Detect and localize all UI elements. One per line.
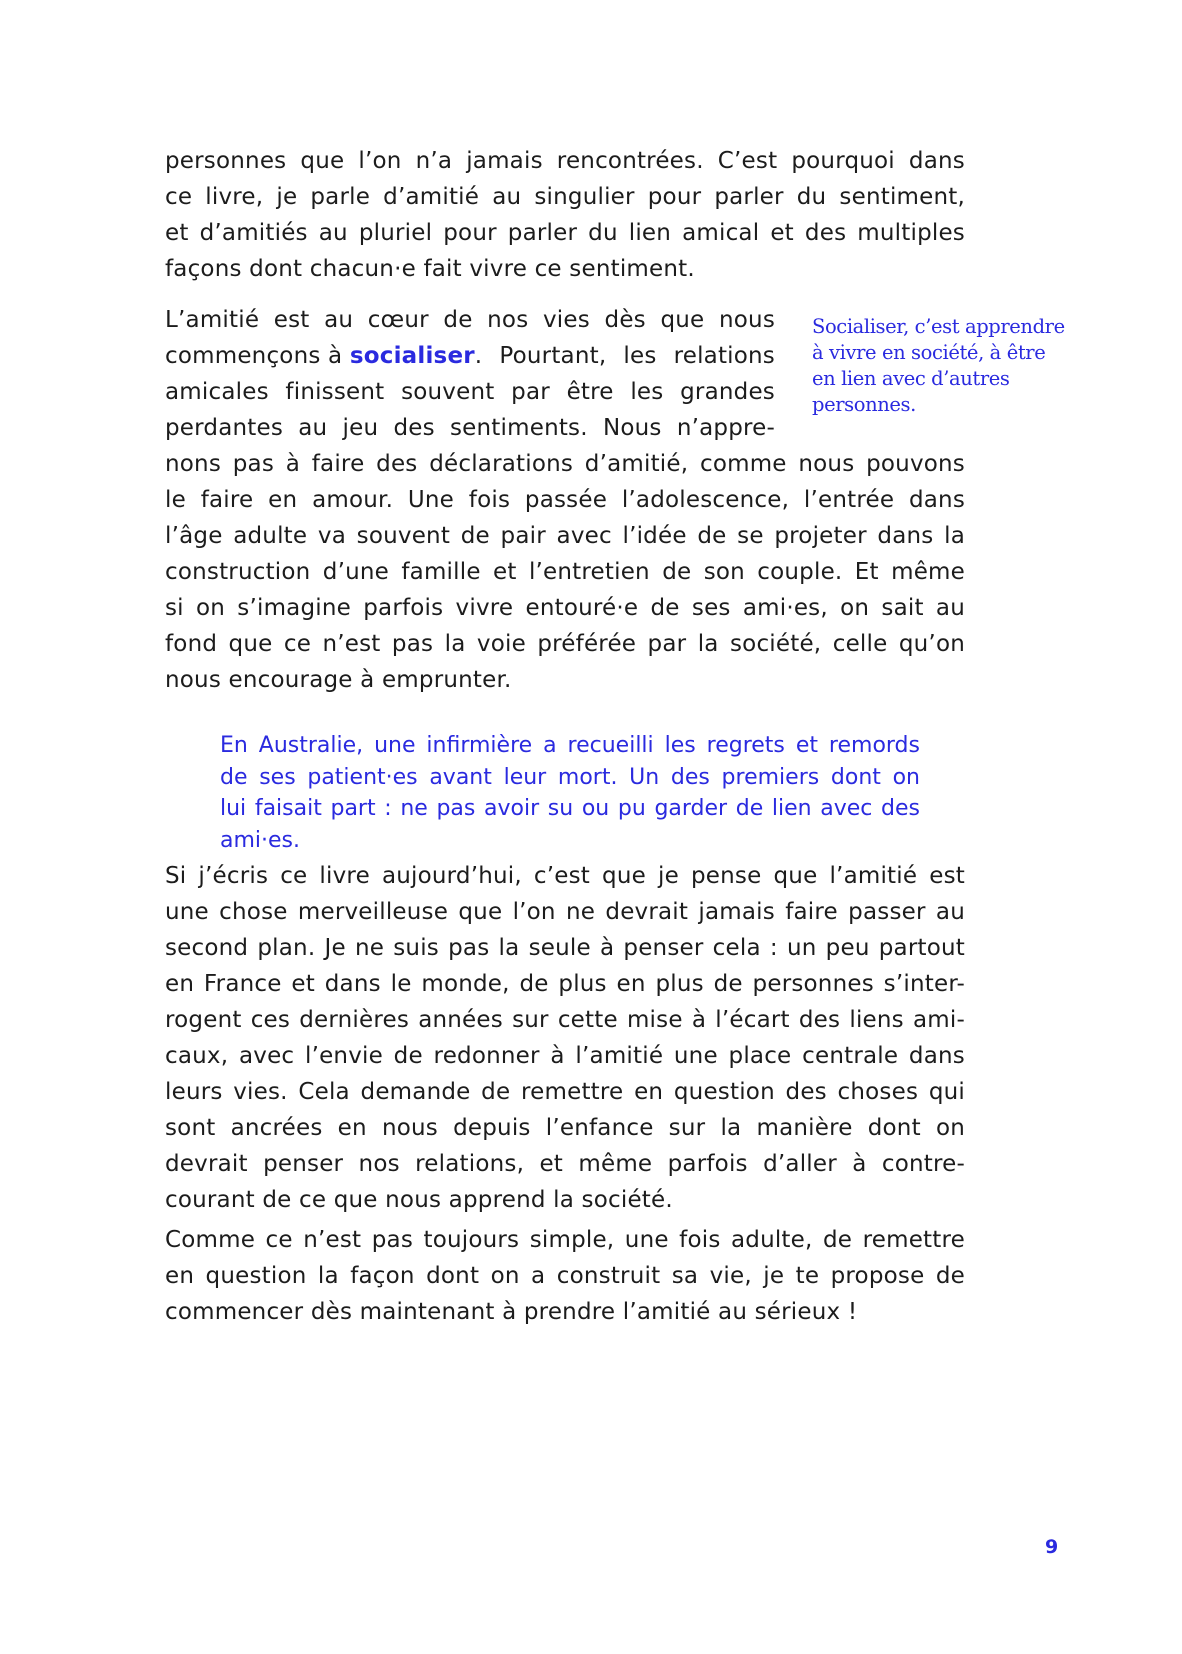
quote-line: lui faisait part : ne pas avoir su ou pu garder de lien avec des [220, 796, 920, 821]
text-line: rogent ces dernières années sur cette mise à l’écart des liens ami- [165, 1007, 965, 1033]
text-line: l’âge adulte va souvent de pair avec l’idée de se projeter dans la [165, 523, 965, 549]
text-line: perdantes au jeu des sentiments. Nous n’appre- [165, 415, 775, 441]
paragraph-conclusion [165, 1222, 965, 1330]
text-line: personnes que l’on n’a jamais rencontrées. C’est pourquoi dans [165, 148, 965, 174]
text-line: nons pas à faire des déclarations d’amitié, comme nous pouvons [165, 451, 965, 477]
text-line: ce livre, je parle d’amitié au singulier pour parler du sentiment, [165, 184, 965, 210]
text-line: commencer dès maintenant à prendre l’amitié au sérieux ! [165, 1299, 858, 1325]
text-fragment: . Pourtant, les relations [474, 343, 775, 369]
text-line: le faire en amour. Une fois passée l’adolescence, l’entrée dans [165, 487, 965, 513]
text-line-with-term [165, 338, 775, 374]
text-line: caux, avec l’envie de redonner à l’amitié une place centrale dans [165, 1043, 965, 1069]
text-fragment: commençons à [165, 343, 350, 369]
text-line: devrait penser nos relations, et même parfois d’aller à contre- [165, 1151, 965, 1177]
text-line: en question la façon dont on a construit sa vie, je te propose de [165, 1263, 965, 1289]
quote-line: ami·es. [220, 827, 301, 853]
text-line: sont ancrées en nous depuis l’enfance sur la manière dont on [165, 1115, 965, 1141]
text-line: nous encourage à emprunter. [165, 667, 512, 693]
glossary-sidenote [812, 314, 1072, 418]
text-line: façons dont chacun·e fait vivre ce sentiment. [165, 256, 695, 282]
text-line: fond que ce n’est pas la voie préférée par la société, celle qu’on [165, 631, 965, 657]
text-line: L’amitié est au cœur de nos vies dès que nous [165, 307, 775, 333]
text-line: Si j’écris ce livre aujourd’hui, c’est que je pense que l’amitié est [165, 863, 965, 889]
text-line: Comme ce n’est pas toujours simple, une fois adulte, de remettre [165, 1227, 965, 1253]
text-line: construction d’une famille et l’entretien de son couple. Et même [165, 559, 965, 585]
glossary-term-socialiser: socialiser [349, 343, 475, 369]
sidenote-line: personnes. [812, 393, 916, 416]
page-number: 9 [1045, 1536, 1059, 1558]
text-line: et d’amitiés au pluriel pour parler du lien amical et des multiples [165, 220, 965, 246]
quote-line: de ses patient·es avant leur mort. Un des premiers dont on [220, 764, 920, 790]
highlighted-quote [220, 730, 920, 856]
paragraph-friendship-definition [165, 143, 965, 287]
quote-line: En Australie, une infirmière a recueilli les regrets et remords [220, 733, 920, 758]
paragraph-why-this-book [165, 858, 965, 1218]
sidenote-line: en lien avec d’autres [812, 367, 1010, 390]
text-line: si on s’imagine parfois vivre entouré·e de ses ami·es, on sait au [165, 595, 965, 621]
text-line: second plan. Je ne suis pas la seule à penser cela : un peu partout [165, 935, 965, 961]
sidenote-line: Socialiser, c’est apprendre [812, 315, 1065, 338]
text-line: en France et dans le monde, de plus en plus de personnes s’inter- [165, 971, 965, 997]
text-line: leurs vies. Cela demande de remettre en question des choses qui [165, 1079, 965, 1105]
text-line: amicales finissent souvent par être les grandes [165, 379, 775, 405]
text-line: courant de ce que nous apprend la société. [165, 1187, 673, 1213]
text-line: une chose merveilleuse que l’on ne devrait jamais faire passer au [165, 899, 965, 925]
sidenote-line: à vivre en société, à être [812, 341, 1046, 364]
